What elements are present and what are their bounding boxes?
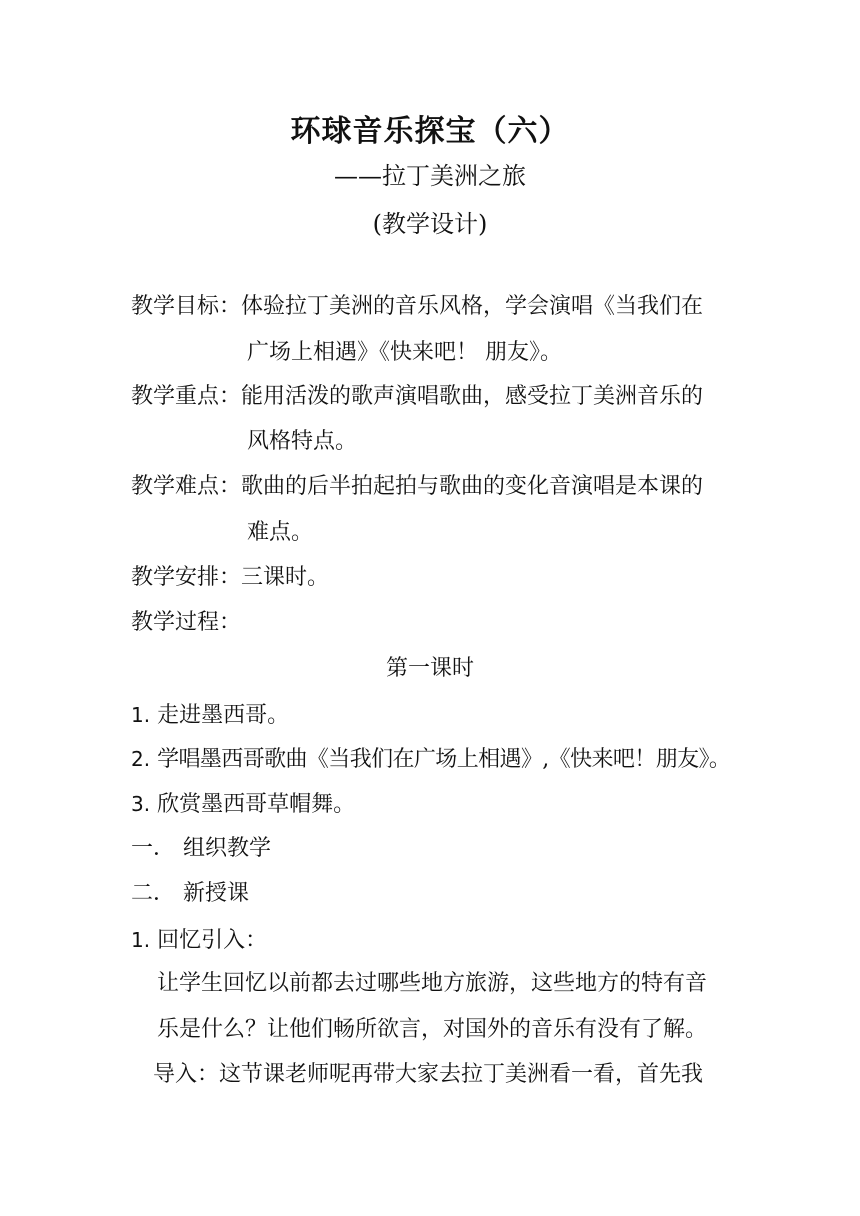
part-item xyxy=(131,834,271,864)
goal-text-1: 体验拉丁美洲的音乐风格，学会演唱《当我们在 xyxy=(241,294,704,319)
doc-title: 环球音乐探宝（六） xyxy=(290,114,570,149)
process-label: 教学过程： xyxy=(131,610,242,635)
diff-label: 教学难点： xyxy=(131,474,242,499)
part-text: 新授课 xyxy=(183,881,250,906)
list-item-text: 走进墨西哥。 xyxy=(157,703,290,728)
part-number: 一． xyxy=(131,836,176,861)
list-item-number: 3. xyxy=(131,792,151,816)
list-item xyxy=(131,789,355,820)
list-item-number: 1. xyxy=(131,703,151,727)
diff-text-1: 歌曲的后半拍起拍与歌曲的变化音演唱是本课的 xyxy=(241,474,704,499)
key-text-2: 风格特点。 xyxy=(247,429,358,454)
part-item xyxy=(131,879,249,909)
list-item-number: 2. xyxy=(131,747,151,771)
part-number: 二． xyxy=(131,881,176,906)
key-line-1 xyxy=(131,382,703,412)
recall-heading xyxy=(131,925,267,956)
goal-line-1 xyxy=(131,292,703,322)
list-item-text: 学唱墨西哥歌曲《当我们在广场上相遇》,《快来吧！朋友》。 xyxy=(157,747,731,772)
list-item xyxy=(131,700,289,731)
key-text-1: 能用活泼的歌声演唱歌曲，感受拉丁美洲音乐的 xyxy=(241,384,704,409)
arrangement-line xyxy=(131,563,329,593)
arrangement-label: 教学安排： xyxy=(131,565,242,590)
recall-paragraph-3: 导入：这节课老师呢再带大家去拉丁美洲看一看，首先我 xyxy=(153,1062,704,1087)
arrangement-text: 三课时。 xyxy=(241,565,330,590)
doc-design-label: (教学设计) xyxy=(372,210,488,238)
diff-text-2: 难点。 xyxy=(247,520,314,545)
recall-paragraph-2: 乐是什么？让他们畅所欲言，对国外的音乐有没有了解。 xyxy=(157,1017,708,1042)
list-item-text: 欣赏墨西哥草帽舞。 xyxy=(157,792,356,817)
diff-line-1 xyxy=(131,472,703,502)
list-item xyxy=(131,744,730,775)
recall-number: 1. xyxy=(131,928,151,952)
lesson-heading: 第一课时 xyxy=(385,656,474,681)
key-label: 教学重点： xyxy=(131,384,242,409)
goal-label: 教学目标： xyxy=(131,294,242,319)
doc-subtitle: ——拉丁美洲之旅 xyxy=(334,162,526,190)
recall-paragraph-1: 让学生回忆以前都去过哪些地方旅游，这些地方的特有音 xyxy=(157,971,708,996)
recall-label: 回忆引入： xyxy=(157,928,268,953)
part-text: 组织教学 xyxy=(183,836,272,861)
goal-text-2: 广场上相遇》《快来吧！ 朋友》。 xyxy=(247,340,562,365)
